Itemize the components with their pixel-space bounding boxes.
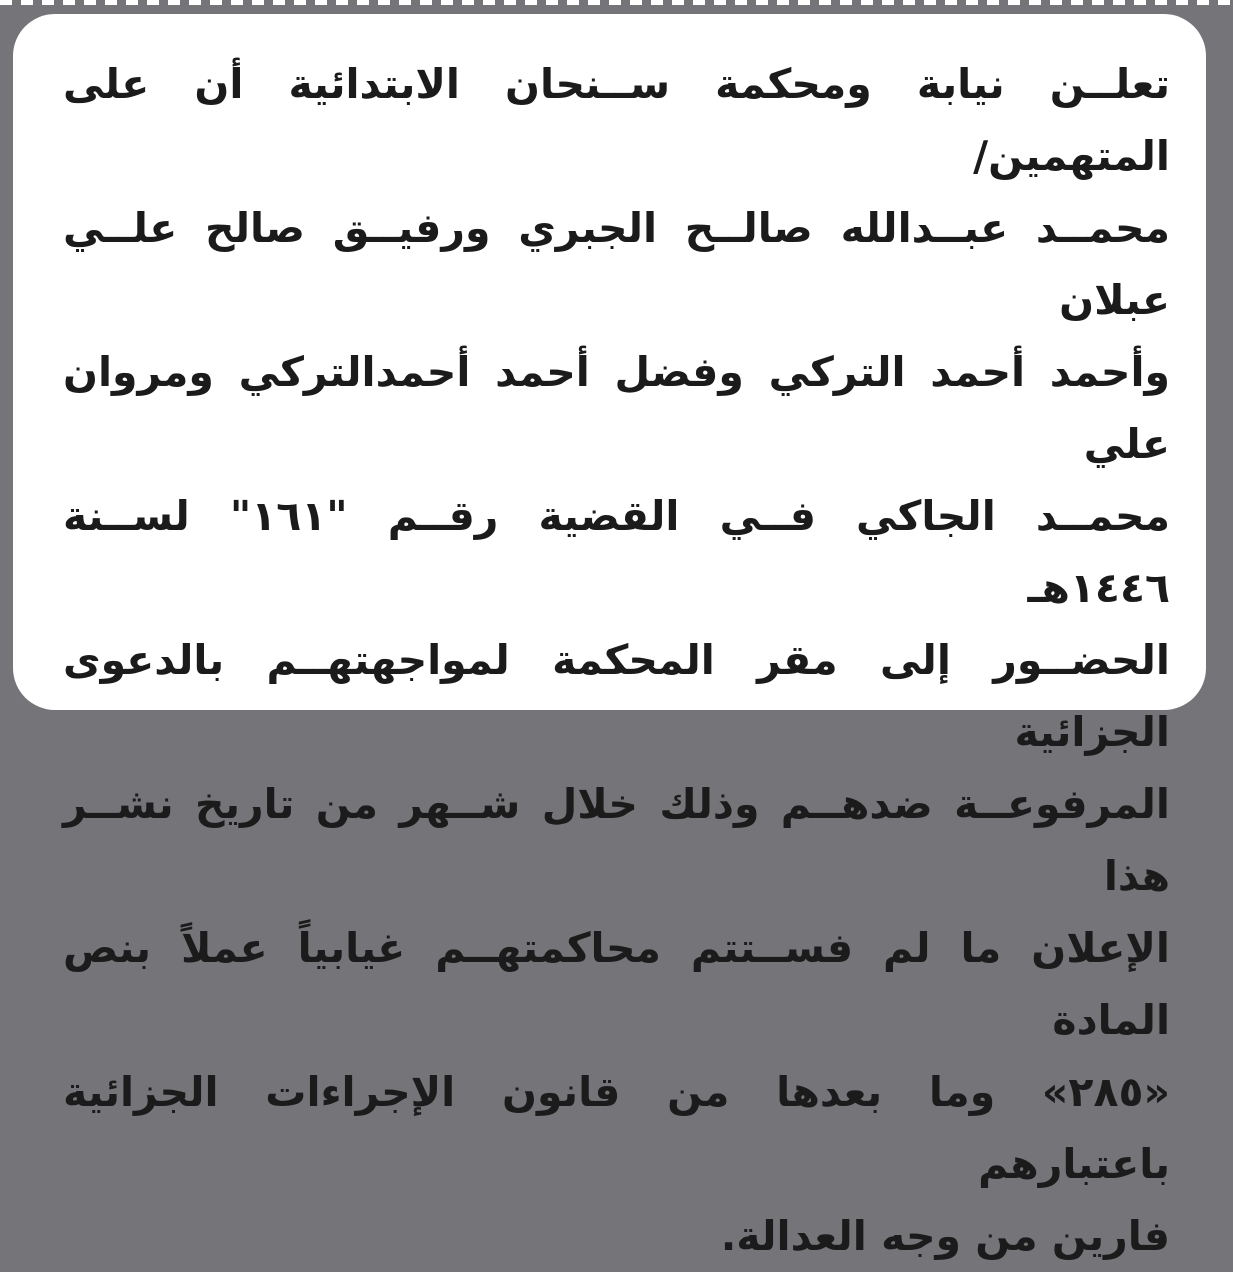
notice-line: وأحمد أحمد التركي وفضل أحمد أحمدالتركي ومروان علي [63,348,1170,468]
notice-line: الإعلان ما لم فســتتم محاكمتهــم غيابياً عملاً بنص المادة [63,924,1170,1044]
notice-line: «٢٨٥» وما بعدها من قانون الإجراءات الجزائية باعتبارهم [63,1068,1170,1188]
notice-line: الحضــور إلى مقر المحكمة لمواجهتهــم بالدعوى الجزائية [63,636,1170,756]
notice-line: محمــد الجاكي فــي القضية رقــم "١٦١" لســنة ١٤٤٦هـ [63,492,1170,612]
dashed-top-edge [0,0,1233,5]
notice-line: تعلــن نيابة ومحكمة ســنحان الابتدائية أن على المتهمين/ [63,60,1170,180]
notice-card [13,14,1206,1260]
notice-line: المرفوعــة ضدهــم وذلك خلال شــهر من تاريخ نشــر هذا [63,780,1170,900]
legal-notice-text [63,48,1170,1272]
notice-line: محمــد عبــدالله صالــح الجبري ورفيــق صالح علــي عبلان [63,204,1170,324]
notice-line: فارين من وجه العدالة. [720,1212,1170,1260]
